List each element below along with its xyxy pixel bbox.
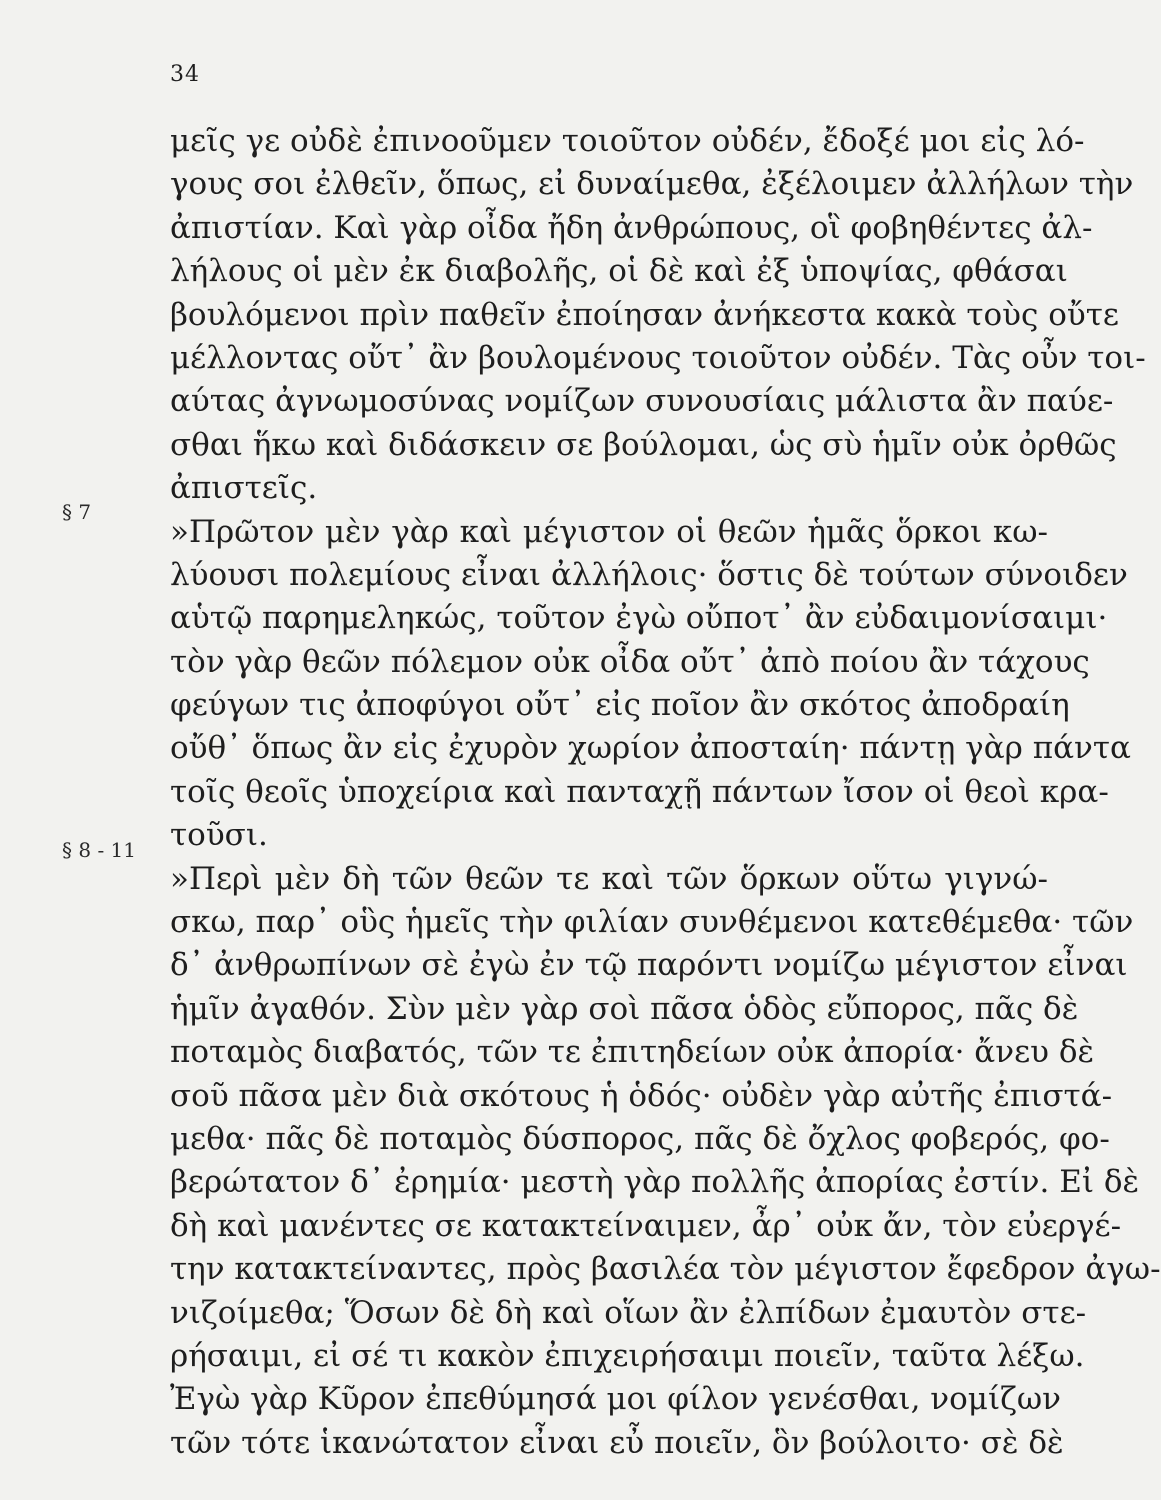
text-line: ἀπιστίαν. Καὶ γὰρ οἶδα ἤδη ἀνθρώπους, οἳ φοβηθέντες ἀλ- xyxy=(170,209,1093,246)
text-line: μέλλοντας οὔτ᾽ ἂν βουλομένους τοιοῦτον οὐδέν. Τὰς οὖν τοι- xyxy=(170,339,1146,376)
text-line: τὸν γὰρ θεῶν πόλεμον οὐκ οἶδα οὔτ᾽ ἀπὸ ποίου ἂν τάχους xyxy=(170,643,1090,680)
text-line: αὑτῷ παρημεληκώς, τοῦτον ἐγὼ οὔποτ᾽ ἂν εὐδαιμονίσαιμι· xyxy=(170,600,1108,637)
text-line: τοῖς θεοῖς ὑποχείρια καὶ πανταχῇ πάντων ἴσον οἱ θεοὶ κρα- xyxy=(170,773,1109,810)
text-line: λύουσι πολεμίους εἶναι ἀλλήλοις· ὅστις δὲ τούτων σύνοιδεν xyxy=(170,556,1128,593)
text-line: νιζοίμεθα; Ὅσων δὲ δὴ καὶ οἵων ἂν ἐλπίδων ἐμαυτὸν στε- xyxy=(170,1294,1087,1331)
text-line: οὔθ᾽ ὅπως ἂν εἰς ἐχυρὸν χωρίον ἀποσταίη· πάντῃ γὰρ πάντα xyxy=(170,730,1131,767)
section-marker-7: § 7 xyxy=(62,500,92,524)
text-line: φεύγων τις ἀποφύγοι οὔτ᾽ εἰς ποῖον ἂν σκότος ἀποδραίη xyxy=(170,687,1070,724)
text-line: λήλους οἱ μὲν ἐκ διαβολῆς, οἱ δὲ καὶ ἐξ ὑποψίας, φθάσαι xyxy=(170,253,1068,290)
text-line: σθαι ἥκω καὶ διδάσκειν σε βούλομαι, ὡς σὺ ἡμῖν οὐκ ὀρθῶς xyxy=(170,426,1117,463)
text-line: δ᾽ ἀνθρωπίνων σὲ ἐγὼ ἐν τῷ παρόντι νομίζω μέγιστον εἶναι xyxy=(170,947,1128,984)
text-line: ἡμῖν ἀγαθόν. Σὺν μὲν γὰρ σοὶ πᾶσα ὁδὸς εὔπορος, πᾶς δὲ xyxy=(170,990,1079,1027)
main-text xyxy=(170,120,1161,1465)
text-line: σκω, παρ᾽ οὓς ἡμεῖς τὴν φιλίαν συνθέμενοι κατεθέμεθα· τῶν xyxy=(170,904,1134,941)
text-line: μεῖς γε οὐδὲ ἐπινοοῦμεν τοιοῦτον οὐδέν, ἔδοξέ μοι εἰς λό- xyxy=(170,123,1085,159)
text-line: ρήσαιμι, εἰ σέ τι κακὸν ἐπιχειρήσαιμι ποιεῖν, ταῦτα λέξω. xyxy=(170,1337,1085,1374)
text-line: Ἐγὼ γὰρ Κῦρον ἐπεθύμησά μοι φίλον γενέσθαι, νομίζων xyxy=(170,1381,1062,1418)
text-line: »Πρῶτον μὲν γὰρ καὶ μέγιστον οἱ θεῶν ἡμᾶς ὅρκοι κω- xyxy=(170,513,1048,550)
text-line: βερώτατον δ᾽ ἐρημία· μεστὴ γὰρ πολλῆς ἀπορίας ἐστίν. Εἰ δὲ xyxy=(170,1164,1140,1201)
text-line: ποταμὸς διαβατός, τῶν τε ἐπιτηδείων οὐκ ἀπορία· ἄνευ δὲ xyxy=(170,1034,1095,1071)
text-line: την κατακτείναντες, πρὸς βασιλέα τὸν μέγιστον ἔφεδρον ἀγω- xyxy=(170,1251,1161,1288)
text-line: γους σοι ἐλθεῖν, ὅπως, εἰ δυναίμεθα, ἐξέλοιμεν ἀλλήλων τὴν xyxy=(170,166,1134,203)
text-line: τοῦσι. xyxy=(170,817,268,854)
text-line: δὴ καὶ μανέντες σε κατακτείναιμεν, ἆρ᾽ οὐκ ἄν, τὸν εὐεργέ- xyxy=(170,1207,1122,1244)
text-line: ἀπιστεῖς. xyxy=(170,470,318,507)
text-line: »Περὶ μὲν δὴ τῶν θεῶν τε καὶ τῶν ὅρκων οὕτω γιγνώ- xyxy=(170,860,1048,897)
section-marker-8-11: § 8 - 11 xyxy=(62,838,137,862)
text-line: αύτας ἀγνωμοσύνας νομίζων συνουσίαις μάλιστα ἂν παύε- xyxy=(170,383,1114,420)
page-number: 34 xyxy=(170,62,200,87)
text-line: σοῦ πᾶσα μὲν διὰ σκότους ἡ ὁδός· οὐδὲν γὰρ αὐτῆς ἐπιστά- xyxy=(170,1077,1113,1114)
text-line: τῶν τότε ἱκανώτατον εἶναι εὖ ποιεῖν, ὃν βούλοιτο· σὲ δὲ xyxy=(170,1424,1064,1461)
text-line: βουλόμενοι πρὶν παθεῖν ἐποίησαν ἀνήκεστα κακὰ τοὺς οὔτε xyxy=(170,296,1119,333)
text-line: μεθα· πᾶς δὲ ποταμὸς δύσπορος, πᾶς δὲ ὄχλος φοβερός, φο- xyxy=(170,1120,1110,1157)
